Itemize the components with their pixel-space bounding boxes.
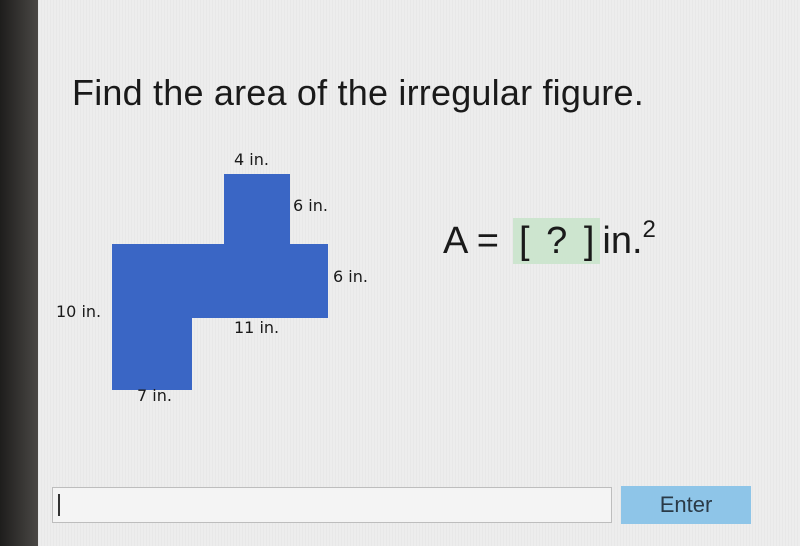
enter-button[interactable]: Enter	[621, 486, 751, 524]
equation-lhs: A =	[443, 220, 499, 262]
label-left: 10 in.	[56, 302, 102, 321]
area-equation	[443, 218, 656, 264]
placeholder-mark: ?	[546, 220, 568, 262]
label-middle: 11 in.	[234, 318, 280, 337]
unit-exponent: 2	[642, 216, 656, 243]
answer-placeholder-box	[513, 218, 600, 264]
question-text: Find the area of the irregular figure.	[72, 72, 644, 113]
label-right-lower: 6 in.	[333, 267, 368, 286]
answer-input[interactable]	[52, 487, 612, 523]
close-bracket: ]	[583, 220, 595, 262]
text-cursor	[58, 494, 60, 516]
label-top: 4 in.	[234, 150, 269, 169]
label-right-upper: 6 in.	[293, 196, 328, 215]
open-bracket: [	[519, 220, 530, 262]
unit-label: in.	[602, 220, 643, 262]
label-bottom: 7 in.	[137, 386, 172, 405]
